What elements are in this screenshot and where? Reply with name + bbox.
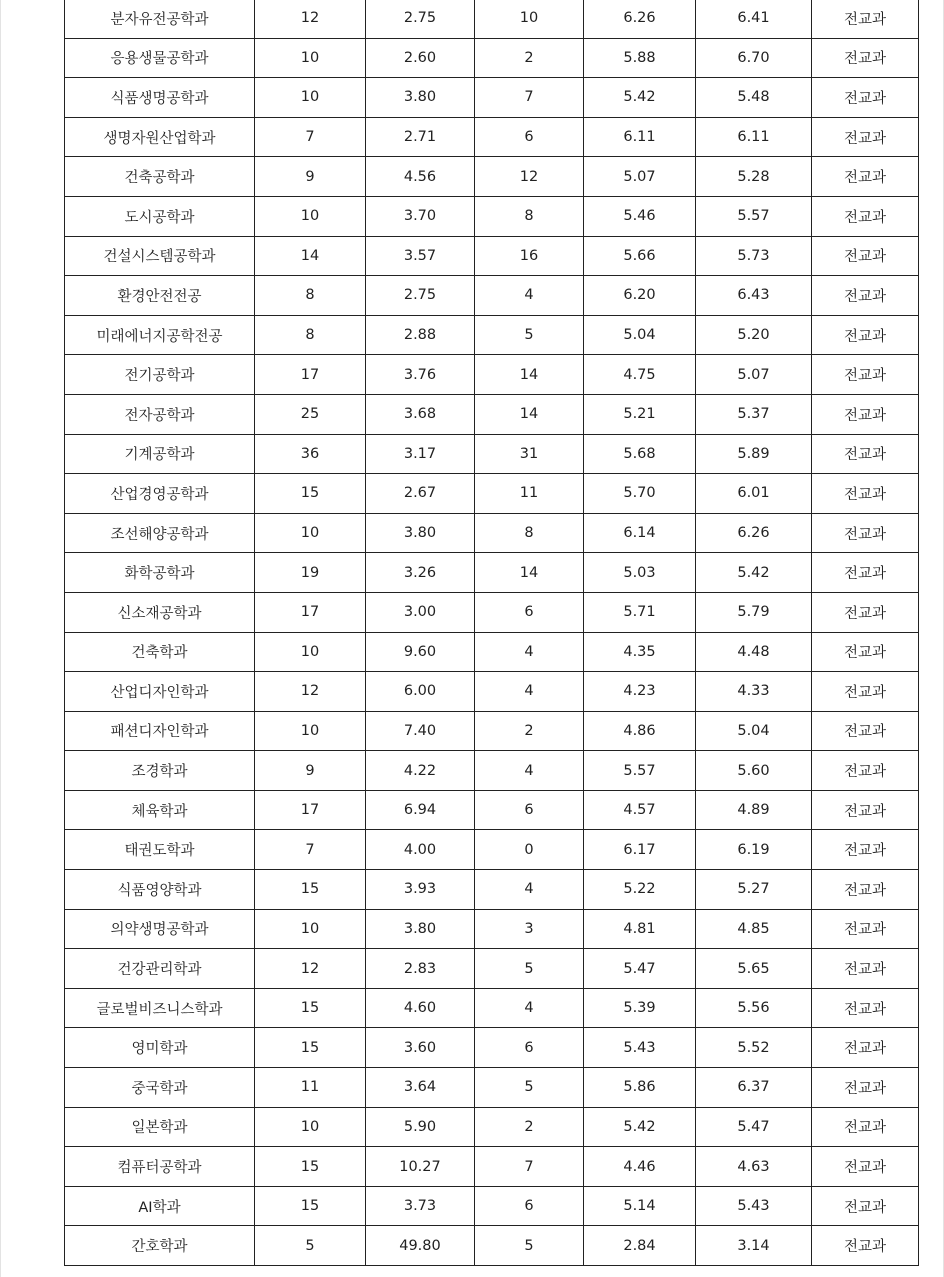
additional-pass-cell: 4 [475, 632, 584, 672]
additional-pass-cell: 16 [475, 236, 584, 276]
reflected-subjects-cell: 전교과 [812, 830, 919, 870]
competition-rate-cell: 2.67 [366, 474, 475, 514]
competition-rate-cell: 10.27 [366, 1147, 475, 1187]
quota-cell: 11 [255, 1068, 366, 1108]
reflected-subjects-cell: 전교과 [812, 513, 919, 553]
reflected-subjects-cell: 전교과 [812, 1068, 919, 1108]
average-grade-cell: 5.07 [584, 157, 696, 197]
reflected-subjects-cell: 전교과 [812, 117, 919, 157]
quota-cell: 10 [255, 78, 366, 118]
table-row [65, 1107, 919, 1147]
department-cell: 글로벌비즈니스학과 [65, 988, 255, 1028]
additional-pass-cell: 14 [475, 355, 584, 395]
competition-rate-cell: 2.75 [366, 276, 475, 316]
quota-cell: 10 [255, 1107, 366, 1147]
average-grade-cell: 5.03 [584, 553, 696, 593]
quota-cell: 15 [255, 474, 366, 514]
table-row [65, 1028, 919, 1068]
department-cell: 산업경영공학과 [65, 474, 255, 514]
department-cell: 식품생명공학과 [65, 78, 255, 118]
department-cell: 전자공학과 [65, 394, 255, 434]
department-cell: AI학과 [65, 1186, 255, 1226]
cutoff-grade-cell: 6.01 [696, 474, 812, 514]
quota-cell: 25 [255, 394, 366, 434]
competition-rate-cell: 3.57 [366, 236, 475, 276]
department-cell: 생명자원산업학과 [65, 117, 255, 157]
competition-rate-cell: 3.17 [366, 434, 475, 474]
competition-rate-cell: 7.40 [366, 711, 475, 751]
competition-rate-cell: 2.60 [366, 38, 475, 78]
department-cell: 화학공학과 [65, 553, 255, 593]
department-cell: 기계공학과 [65, 434, 255, 474]
quota-cell: 12 [255, 0, 366, 38]
additional-pass-cell: 14 [475, 553, 584, 593]
average-grade-cell: 6.14 [584, 513, 696, 553]
table-row [65, 236, 919, 276]
competition-rate-cell: 3.80 [366, 513, 475, 553]
reflected-subjects-cell: 전교과 [812, 1226, 919, 1266]
cutoff-grade-cell: 5.37 [696, 394, 812, 434]
cutoff-grade-cell: 6.37 [696, 1068, 812, 1108]
quota-cell: 9 [255, 751, 366, 791]
department-cell: 건강관리학과 [65, 949, 255, 989]
cutoff-grade-cell: 6.11 [696, 117, 812, 157]
reflected-subjects-cell: 전교과 [812, 236, 919, 276]
additional-pass-cell: 7 [475, 78, 584, 118]
reflected-subjects-cell: 전교과 [812, 909, 919, 949]
additional-pass-cell: 7 [475, 1147, 584, 1187]
table-row [65, 38, 919, 78]
average-grade-cell: 5.42 [584, 1107, 696, 1147]
table-row [65, 1147, 919, 1187]
table-row [65, 78, 919, 118]
reflected-subjects-cell: 전교과 [812, 751, 919, 791]
table-row [65, 117, 919, 157]
table-row [65, 751, 919, 791]
competition-rate-cell: 3.76 [366, 355, 475, 395]
quota-cell: 10 [255, 38, 366, 78]
additional-pass-cell: 6 [475, 1028, 584, 1068]
competition-rate-cell: 3.93 [366, 870, 475, 910]
quota-cell: 15 [255, 1186, 366, 1226]
table-row [65, 632, 919, 672]
additional-pass-cell: 6 [475, 790, 584, 830]
reflected-subjects-cell: 전교과 [812, 78, 919, 118]
quota-cell: 12 [255, 672, 366, 712]
cutoff-grade-cell: 5.65 [696, 949, 812, 989]
reflected-subjects-cell: 전교과 [812, 474, 919, 514]
quota-cell: 15 [255, 1028, 366, 1068]
cutoff-grade-cell: 6.43 [696, 276, 812, 316]
cutoff-grade-cell: 6.70 [696, 38, 812, 78]
average-grade-cell: 5.42 [584, 78, 696, 118]
quota-cell: 19 [255, 553, 366, 593]
average-grade-cell: 5.68 [584, 434, 696, 474]
reflected-subjects-cell: 전교과 [812, 1186, 919, 1226]
competition-rate-cell: 2.88 [366, 315, 475, 355]
cutoff-grade-cell: 4.48 [696, 632, 812, 672]
additional-pass-cell: 6 [475, 1186, 584, 1226]
average-grade-cell: 5.21 [584, 394, 696, 434]
reflected-subjects-cell: 전교과 [812, 870, 919, 910]
department-cell: 전기공학과 [65, 355, 255, 395]
quota-cell: 15 [255, 988, 366, 1028]
department-cell: 건축학과 [65, 632, 255, 672]
competition-rate-cell: 3.00 [366, 592, 475, 632]
additional-pass-cell: 8 [475, 513, 584, 553]
average-grade-cell: 4.46 [584, 1147, 696, 1187]
table-row [65, 592, 919, 632]
admission-results-table [64, 0, 919, 1266]
average-grade-cell: 5.70 [584, 474, 696, 514]
average-grade-cell: 4.75 [584, 355, 696, 395]
quota-cell: 10 [255, 196, 366, 236]
department-cell: 신소재공학과 [65, 592, 255, 632]
table-row [65, 988, 919, 1028]
average-grade-cell: 6.17 [584, 830, 696, 870]
reflected-subjects-cell: 전교과 [812, 632, 919, 672]
reflected-subjects-cell: 전교과 [812, 711, 919, 751]
quota-cell: 17 [255, 355, 366, 395]
cutoff-grade-cell: 3.14 [696, 1226, 812, 1266]
competition-rate-cell: 3.60 [366, 1028, 475, 1068]
competition-rate-cell: 3.73 [366, 1186, 475, 1226]
cutoff-grade-cell: 4.63 [696, 1147, 812, 1187]
average-grade-cell: 5.47 [584, 949, 696, 989]
cutoff-grade-cell: 5.73 [696, 236, 812, 276]
department-cell: 환경안전전공 [65, 276, 255, 316]
department-cell: 건설시스템공학과 [65, 236, 255, 276]
average-grade-cell: 5.43 [584, 1028, 696, 1068]
additional-pass-cell: 6 [475, 117, 584, 157]
cutoff-grade-cell: 5.28 [696, 157, 812, 197]
quota-cell: 17 [255, 592, 366, 632]
average-grade-cell: 5.14 [584, 1186, 696, 1226]
competition-rate-cell: 4.60 [366, 988, 475, 1028]
table-row [65, 434, 919, 474]
cutoff-grade-cell: 5.57 [696, 196, 812, 236]
quota-cell: 8 [255, 315, 366, 355]
quota-cell: 15 [255, 1147, 366, 1187]
department-cell: 영미학과 [65, 1028, 255, 1068]
quota-cell: 10 [255, 513, 366, 553]
competition-rate-cell: 3.26 [366, 553, 475, 593]
table-row [65, 711, 919, 751]
additional-pass-cell: 6 [475, 592, 584, 632]
average-grade-cell: 6.20 [584, 276, 696, 316]
quota-cell: 36 [255, 434, 366, 474]
cutoff-grade-cell: 5.89 [696, 434, 812, 474]
quota-cell: 10 [255, 909, 366, 949]
additional-pass-cell: 4 [475, 988, 584, 1028]
competition-rate-cell: 6.00 [366, 672, 475, 712]
competition-rate-cell: 5.90 [366, 1107, 475, 1147]
department-cell: 조선해양공학과 [65, 513, 255, 553]
average-grade-cell: 5.46 [584, 196, 696, 236]
table-row [65, 474, 919, 514]
department-cell: 중국학과 [65, 1068, 255, 1108]
reflected-subjects-cell: 전교과 [812, 434, 919, 474]
reflected-subjects-cell: 전교과 [812, 988, 919, 1028]
reflected-subjects-cell: 전교과 [812, 672, 919, 712]
reflected-subjects-cell: 전교과 [812, 157, 919, 197]
additional-pass-cell: 5 [475, 1226, 584, 1266]
quota-cell: 14 [255, 236, 366, 276]
quota-cell: 7 [255, 117, 366, 157]
additional-pass-cell: 31 [475, 434, 584, 474]
department-cell: 체육학과 [65, 790, 255, 830]
table-row [65, 513, 919, 553]
department-cell: 의약생명공학과 [65, 909, 255, 949]
average-grade-cell: 6.11 [584, 117, 696, 157]
table-row [65, 672, 919, 712]
competition-rate-cell: 3.70 [366, 196, 475, 236]
additional-pass-cell: 2 [475, 711, 584, 751]
competition-rate-cell: 3.68 [366, 394, 475, 434]
page-left-border [0, 0, 1, 1277]
reflected-subjects-cell: 전교과 [812, 553, 919, 593]
department-cell: 조경학과 [65, 751, 255, 791]
reflected-subjects-cell: 전교과 [812, 1028, 919, 1068]
competition-rate-cell: 2.83 [366, 949, 475, 989]
reflected-subjects-cell: 전교과 [812, 1107, 919, 1147]
table-row [65, 276, 919, 316]
competition-rate-cell: 49.80 [366, 1226, 475, 1266]
additional-pass-cell: 2 [475, 1107, 584, 1147]
department-cell: 태권도학과 [65, 830, 255, 870]
table-row [65, 355, 919, 395]
average-grade-cell: 2.84 [584, 1226, 696, 1266]
cutoff-grade-cell: 5.48 [696, 78, 812, 118]
cutoff-grade-cell: 4.85 [696, 909, 812, 949]
reflected-subjects-cell: 전교과 [812, 790, 919, 830]
table-row [65, 1186, 919, 1226]
table-row [65, 157, 919, 197]
reflected-subjects-cell: 전교과 [812, 592, 919, 632]
reflected-subjects-cell: 전교과 [812, 949, 919, 989]
competition-rate-cell: 4.22 [366, 751, 475, 791]
reflected-subjects-cell: 전교과 [812, 38, 919, 78]
table-row [65, 315, 919, 355]
cutoff-grade-cell: 6.19 [696, 830, 812, 870]
additional-pass-cell: 4 [475, 751, 584, 791]
table-row [65, 1068, 919, 1108]
quota-cell: 15 [255, 870, 366, 910]
cutoff-grade-cell: 5.42 [696, 553, 812, 593]
department-cell: 간호학과 [65, 1226, 255, 1266]
quota-cell: 10 [255, 632, 366, 672]
quota-cell: 10 [255, 711, 366, 751]
quota-cell: 9 [255, 157, 366, 197]
additional-pass-cell: 3 [475, 909, 584, 949]
reflected-subjects-cell: 전교과 [812, 196, 919, 236]
table-row [65, 830, 919, 870]
average-grade-cell: 5.22 [584, 870, 696, 910]
cutoff-grade-cell: 5.52 [696, 1028, 812, 1068]
additional-pass-cell: 2 [475, 38, 584, 78]
cutoff-grade-cell: 6.41 [696, 0, 812, 38]
table-row [65, 394, 919, 434]
table-row [65, 1226, 919, 1266]
average-grade-cell: 4.81 [584, 909, 696, 949]
quota-cell: 7 [255, 830, 366, 870]
reflected-subjects-cell: 전교과 [812, 0, 919, 38]
average-grade-cell: 5.71 [584, 592, 696, 632]
cutoff-grade-cell: 5.27 [696, 870, 812, 910]
average-grade-cell: 5.66 [584, 236, 696, 276]
cutoff-grade-cell: 5.04 [696, 711, 812, 751]
additional-pass-cell: 10 [475, 0, 584, 38]
department-cell: 산업디자인학과 [65, 672, 255, 712]
average-grade-cell: 4.23 [584, 672, 696, 712]
table-row [65, 909, 919, 949]
table-row [65, 949, 919, 989]
cutoff-grade-cell: 6.26 [696, 513, 812, 553]
competition-rate-cell: 4.56 [366, 157, 475, 197]
competition-rate-cell: 4.00 [366, 830, 475, 870]
department-cell: 패션디자인학과 [65, 711, 255, 751]
competition-rate-cell: 3.80 [366, 909, 475, 949]
additional-pass-cell: 4 [475, 276, 584, 316]
table-row [65, 0, 919, 38]
cutoff-grade-cell: 5.47 [696, 1107, 812, 1147]
reflected-subjects-cell: 전교과 [812, 1147, 919, 1187]
average-grade-cell: 4.35 [584, 632, 696, 672]
competition-rate-cell: 2.75 [366, 0, 475, 38]
quota-cell: 8 [255, 276, 366, 316]
table-row [65, 553, 919, 593]
cutoff-grade-cell: 5.20 [696, 315, 812, 355]
reflected-subjects-cell: 전교과 [812, 355, 919, 395]
quota-cell: 12 [255, 949, 366, 989]
average-grade-cell: 4.86 [584, 711, 696, 751]
additional-pass-cell: 14 [475, 394, 584, 434]
department-cell: 건축공학과 [65, 157, 255, 197]
department-cell: 응용생물공학과 [65, 38, 255, 78]
reflected-subjects-cell: 전교과 [812, 394, 919, 434]
competition-rate-cell: 6.94 [366, 790, 475, 830]
table-row [65, 196, 919, 236]
additional-pass-cell: 4 [475, 672, 584, 712]
competition-rate-cell: 9.60 [366, 632, 475, 672]
cutoff-grade-cell: 4.33 [696, 672, 812, 712]
additional-pass-cell: 4 [475, 870, 584, 910]
additional-pass-cell: 5 [475, 949, 584, 989]
department-cell: 미래에너지공학전공 [65, 315, 255, 355]
average-grade-cell: 6.26 [584, 0, 696, 38]
department-cell: 일본학과 [65, 1107, 255, 1147]
average-grade-cell: 5.04 [584, 315, 696, 355]
cutoff-grade-cell: 5.56 [696, 988, 812, 1028]
reflected-subjects-cell: 전교과 [812, 315, 919, 355]
average-grade-cell: 5.39 [584, 988, 696, 1028]
additional-pass-cell: 0 [475, 830, 584, 870]
quota-cell: 17 [255, 790, 366, 830]
department-cell: 컴퓨터공학과 [65, 1147, 255, 1187]
department-cell: 도시공학과 [65, 196, 255, 236]
cutoff-grade-cell: 5.60 [696, 751, 812, 791]
department-cell: 식품영양학과 [65, 870, 255, 910]
additional-pass-cell: 8 [475, 196, 584, 236]
quota-cell: 5 [255, 1226, 366, 1266]
average-grade-cell: 5.88 [584, 38, 696, 78]
cutoff-grade-cell: 4.89 [696, 790, 812, 830]
average-grade-cell: 4.57 [584, 790, 696, 830]
cutoff-grade-cell: 5.07 [696, 355, 812, 395]
reflected-subjects-cell: 전교과 [812, 276, 919, 316]
competition-rate-cell: 3.80 [366, 78, 475, 118]
table-row [65, 870, 919, 910]
competition-rate-cell: 3.64 [366, 1068, 475, 1108]
cutoff-grade-cell: 5.43 [696, 1186, 812, 1226]
additional-pass-cell: 5 [475, 1068, 584, 1108]
average-grade-cell: 5.86 [584, 1068, 696, 1108]
department-cell: 분자유전공학과 [65, 0, 255, 38]
cutoff-grade-cell: 5.79 [696, 592, 812, 632]
additional-pass-cell: 5 [475, 315, 584, 355]
additional-pass-cell: 11 [475, 474, 584, 514]
table-body [65, 0, 919, 1266]
average-grade-cell: 5.57 [584, 751, 696, 791]
additional-pass-cell: 12 [475, 157, 584, 197]
competition-rate-cell: 2.71 [366, 117, 475, 157]
table-row [65, 790, 919, 830]
